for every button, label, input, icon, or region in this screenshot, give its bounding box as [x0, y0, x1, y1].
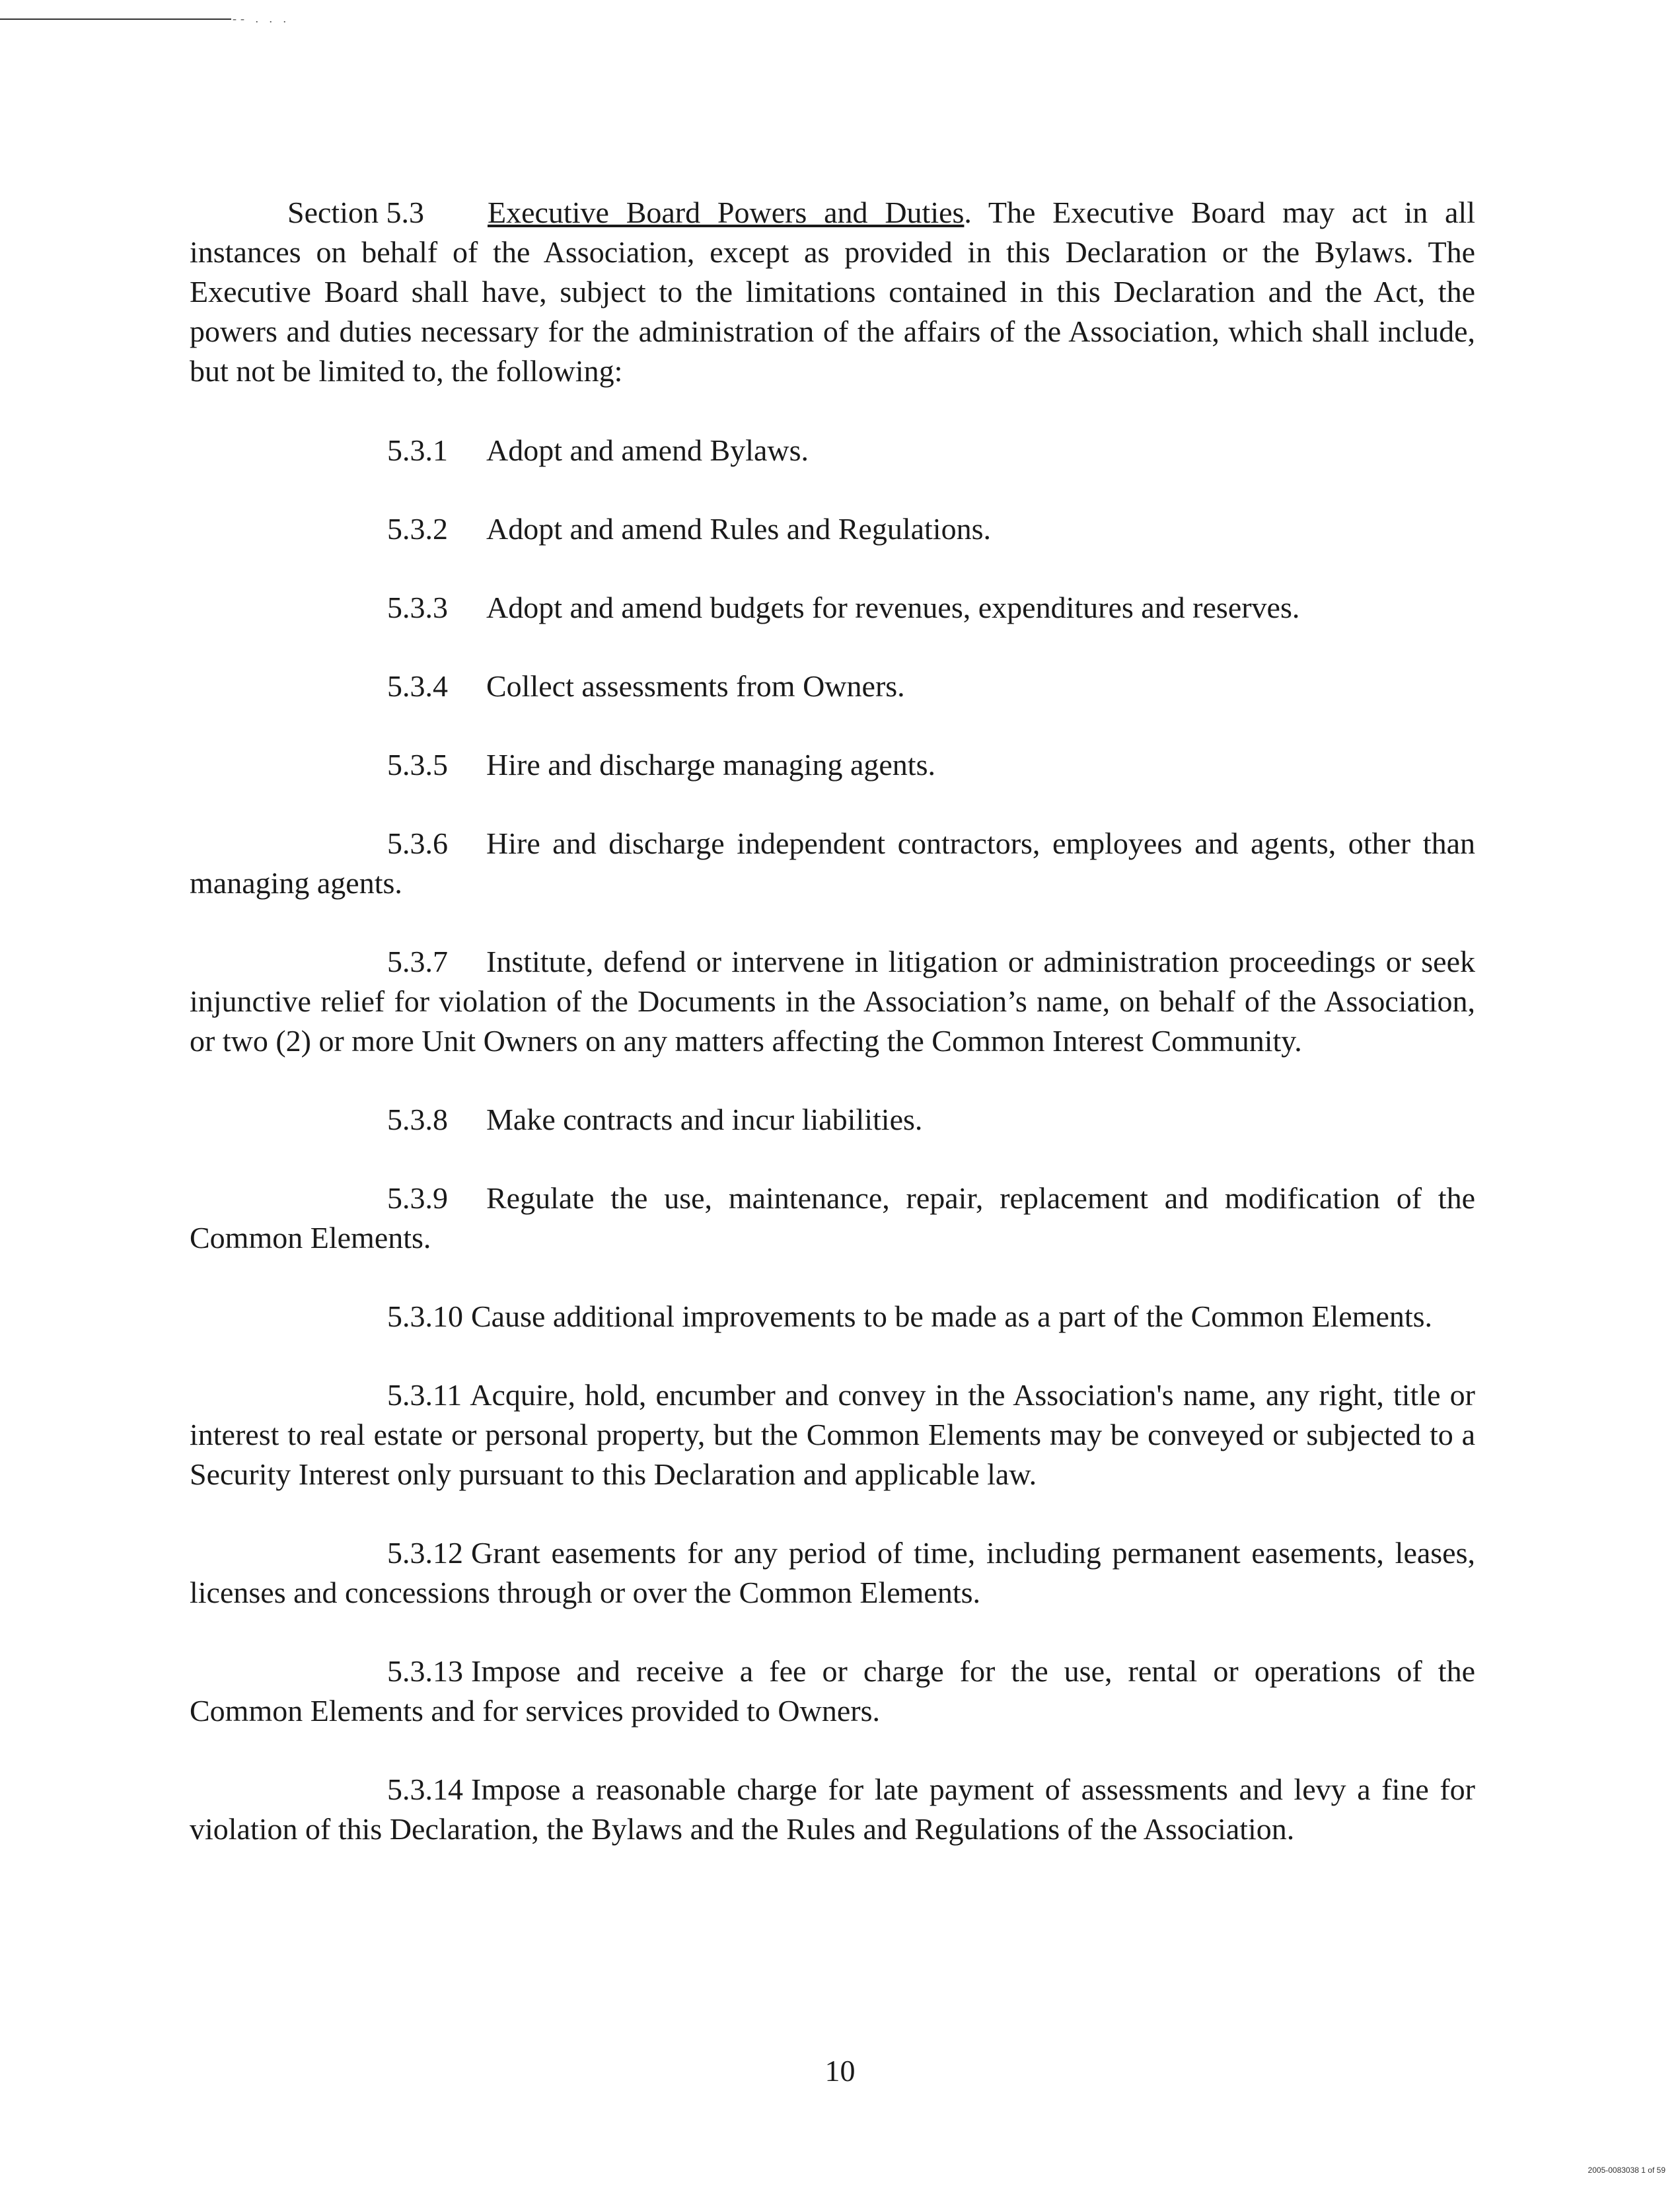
- list-item: [190, 667, 1475, 706]
- item-number: 5.3.12: [387, 1536, 463, 1570]
- recording-stamp: 2005-0083038 1 of 59: [1588, 2166, 1665, 2175]
- list-item: [190, 745, 1475, 785]
- list-item: [190, 1770, 1475, 1849]
- list-item: [190, 1375, 1475, 1494]
- list-item: [190, 1297, 1475, 1336]
- item-number: 5.3.6: [387, 826, 448, 860]
- item-text: Institute, defend or intervene in litigation or administration proceedings or seek injunctive relief for violation of the Documents in the Association’s name, on behalf of the Association, or two (2) or more Unit Owners on any matters affecting the Common Interest Community.: [190, 945, 1475, 1058]
- item-number: 5.3.14: [387, 1772, 463, 1806]
- item-number: 5.3.4: [387, 669, 448, 703]
- item-text: Grant easements for any period of time, including permanent easements, leases, licenses and concessions through or over the Common Elements.: [190, 1536, 1475, 1609]
- item-text: Regulate the use, maintenance, repair, replacement and modification of the Common Elements.: [190, 1181, 1475, 1255]
- item-text: Impose and receive a fee or charge for the use, rental or operations of the Common Elements and for services provided to Owners.: [190, 1654, 1475, 1728]
- item-number: 5.3.9: [387, 1181, 448, 1215]
- section-title: Executive Board Powers and Duties: [488, 196, 965, 229]
- top-scan-marks: -- . . .: [233, 12, 290, 25]
- item-number: 5.3.1: [387, 433, 448, 467]
- list-item: [190, 431, 1475, 470]
- item-text: Impose a reasonable charge for late payment of assessments and levy a fine for violation of this Declaration, the Bylaws and the Rules and Regulations of the Association.: [190, 1772, 1475, 1846]
- item-text: Make contracts and incur liabilities.: [486, 1103, 923, 1136]
- item-number: 5.3.7: [387, 945, 448, 978]
- list-item: [190, 588, 1475, 628]
- item-text: Adopt and amend budgets for revenues, expenditures and reserves.: [486, 591, 1300, 624]
- item-text: Cause additional improvements to be made as a part of the Common Elements.: [471, 1299, 1433, 1333]
- item-number: 5.3.13: [387, 1654, 463, 1688]
- item-text: Hire and discharge managing agents.: [486, 748, 935, 782]
- top-scan-rule: [0, 18, 231, 20]
- list-item: [190, 942, 1475, 1061]
- item-number: 5.3.11: [387, 1378, 462, 1412]
- list-item: [190, 1652, 1475, 1731]
- item-number: 5.3.10: [387, 1299, 463, 1333]
- section-intro: . The Executive Board may act in all instances on behalf of the Association, except as provided in this Declaration or the Bylaws. The Executive Board shall have, subject to the limitations contained in this Declaration and the Act, the powers and duties necessary for the administration of the affairs of the Association, which shall include, but not be limited to, the following:: [190, 196, 1475, 388]
- item-number: 5.3.3: [387, 591, 448, 624]
- item-number: 5.3.2: [387, 512, 448, 546]
- list-item: [190, 1179, 1475, 1258]
- section-paragraph: [190, 193, 1475, 391]
- item-text: Hire and discharge independent contractors, employees and agents, other than managing agents.: [190, 826, 1475, 900]
- list-item: [190, 824, 1475, 903]
- item-text: Collect assessments from Owners.: [486, 669, 905, 703]
- list-item: [190, 1533, 1475, 1613]
- section-label: Section 5.3: [287, 196, 424, 229]
- item-text: Adopt and amend Bylaws.: [486, 433, 809, 467]
- document-body: [190, 193, 1475, 1888]
- item-number: 5.3.5: [387, 748, 448, 782]
- item-text: Adopt and amend Rules and Regulations.: [486, 512, 991, 546]
- list-item: [190, 509, 1475, 549]
- item-number: 5.3.8: [387, 1103, 448, 1136]
- item-text: Acquire, hold, encumber and convey in the Association's name, any right, title or interest to real estate or personal property, but the Common Elements may be conveyed or subjected to a Security Interest only pursuant to this Declaration and applicable law.: [190, 1378, 1475, 1491]
- page-number: 10: [824, 2054, 856, 2088]
- list-item: [190, 1100, 1475, 1140]
